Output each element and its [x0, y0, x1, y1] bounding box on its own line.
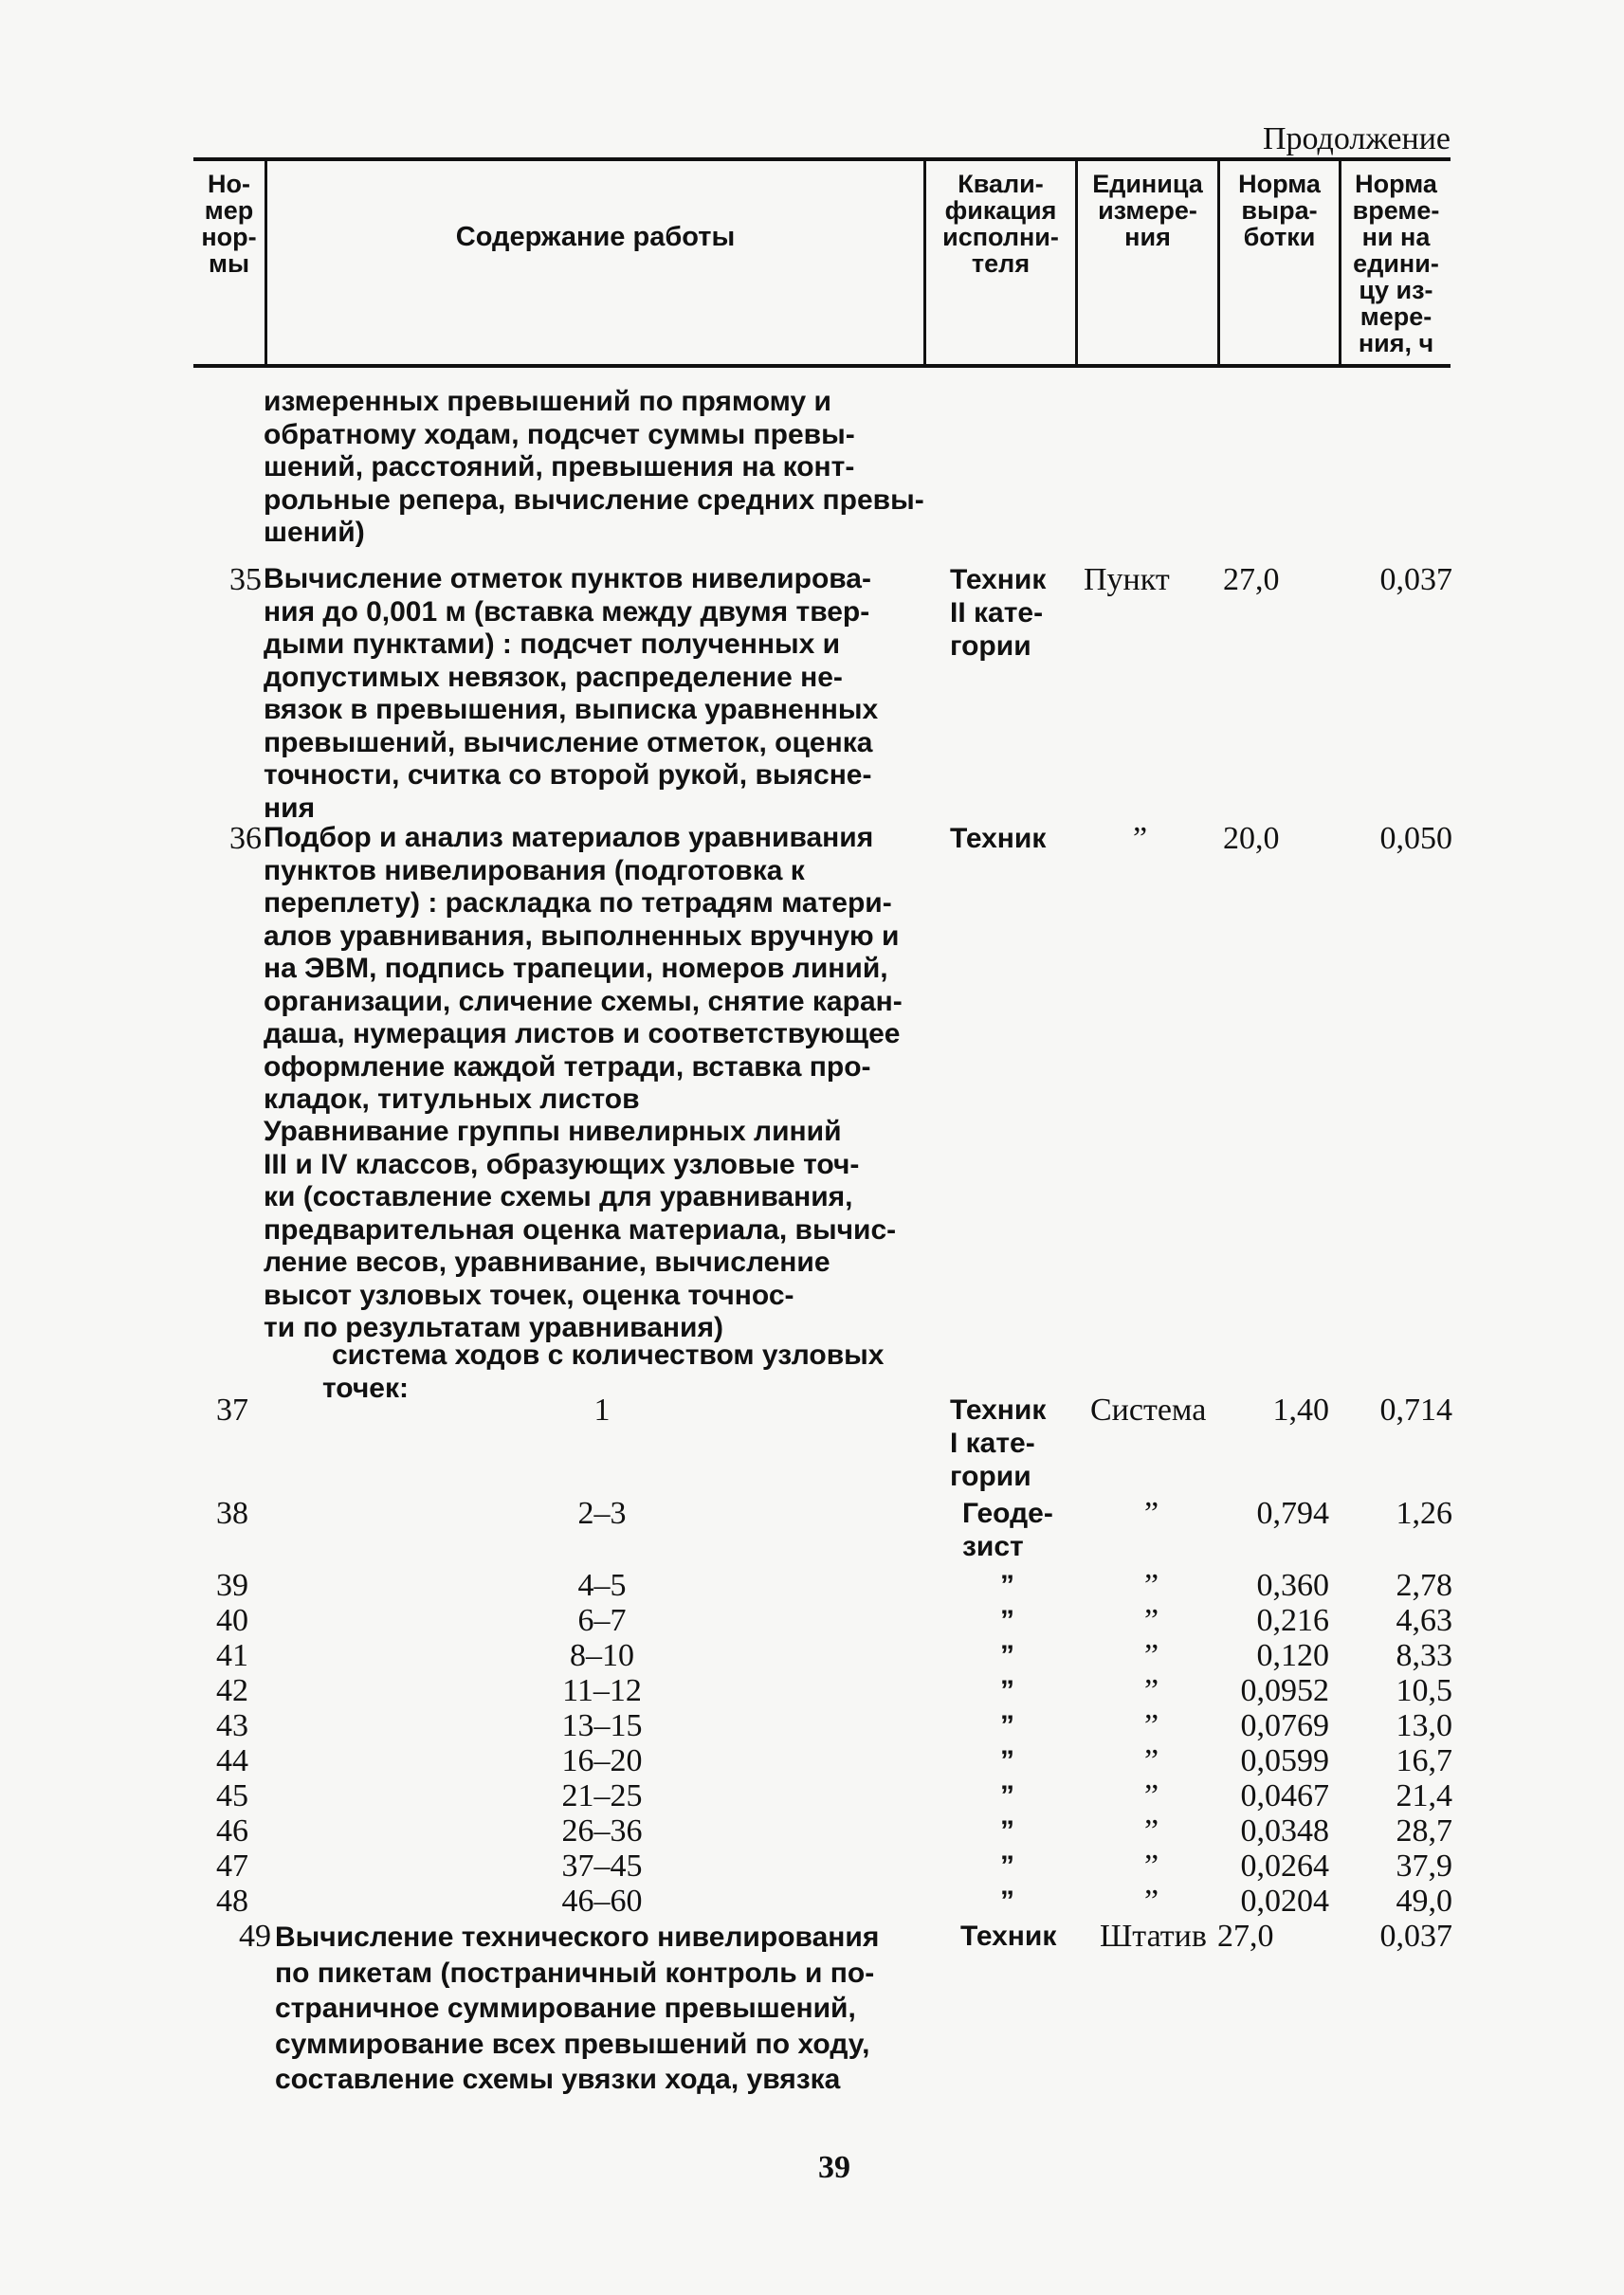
unit-cell: Пункт — [1084, 562, 1170, 597]
node-count: 16–20 — [561, 1743, 643, 1778]
node-count: 6–7 — [577, 1603, 627, 1638]
output-norm-cell: 0,0599 — [1240, 1743, 1329, 1778]
norm-number: 45 — [216, 1778, 248, 1813]
time-norm-cell: 0,037 — [1379, 562, 1452, 597]
header-work-content: Содержание работы — [265, 161, 923, 364]
work-description: Подбор и анализ материалов уравнивания пунктов нивелирования (подготовка к переплету) : раскладка по тетрадям матери- алов уравнивания, выполненных вручную и на ЭВМ, подпись трапеции, номеров линий, организации, сличение схемы, снятие каран- даша, нумерация листов и соответствующее оформление каждой тетради, вставка про- кладок, титульных листов — [264, 822, 903, 1115]
output-norm-cell: 0,216 — [1256, 1603, 1329, 1638]
node-count: 21–25 — [561, 1778, 643, 1813]
unit-cell: ” — [1144, 1813, 1159, 1849]
output-norm-cell: 0,0769 — [1240, 1708, 1329, 1743]
time-norm-cell: 13,0 — [1396, 1708, 1452, 1743]
time-norm-cell: 21,4 — [1396, 1778, 1452, 1813]
node-count: 1 — [593, 1393, 611, 1428]
qualification-cell: ” — [1000, 1850, 1014, 1882]
qualification-cell: Техник I кате- гории — [950, 1394, 1047, 1492]
norm-number: 42 — [216, 1673, 248, 1708]
time-norm-cell: 0,050 — [1379, 821, 1452, 856]
work-description: Вычисление отметок пунктов нивелирова- ния до 0,001 м (вставка между двумя твер- дыми пунктами) : подсчет полученных и допустимых невязок, распределение не- вязок в превышения, выписка уравненных превышений, вычисление отметок, оценка точности, считка со второй рукой, выясне- ния — [264, 563, 879, 824]
qualification-cell: Техник — [960, 1921, 1057, 1952]
time-norm-cell: 0,714 — [1379, 1393, 1452, 1428]
lead-line: точек: — [322, 1373, 409, 1404]
header-norm-number: Но- мер нор- мы — [201, 170, 257, 278]
output-norm-cell: 0,0348 — [1240, 1813, 1329, 1849]
norm-number: 41 — [216, 1638, 248, 1673]
unit-cell: ” — [1144, 1884, 1159, 1919]
qualification-cell: ” — [1000, 1745, 1014, 1776]
work-description: Вычисление технического нивелирования по пикетам (постраничный контроль и по- страничное суммирование превышений, суммирование всех превышений по ходу, составление схемы увязки хода, увязка — [275, 1922, 880, 2095]
norm-number: 44 — [216, 1743, 248, 1778]
unit-cell: ” — [1144, 1708, 1159, 1743]
unit-cell: Штатив — [1100, 1919, 1207, 1954]
node-count: 13–15 — [561, 1708, 643, 1743]
qualification-cell: Техник — [950, 823, 1047, 854]
norm-number: 46 — [216, 1813, 248, 1849]
output-norm-cell: 27,0 — [1223, 562, 1280, 597]
norm-number: 43 — [216, 1708, 248, 1743]
norm-number: 36 — [229, 821, 262, 856]
output-norm-cell: 0,0264 — [1240, 1849, 1329, 1884]
table-header — [193, 157, 1451, 368]
qualification-cell: ” — [1000, 1815, 1014, 1847]
time-norm-cell: 8,33 — [1396, 1638, 1452, 1673]
unit-cell: ” — [1144, 1673, 1159, 1708]
norm-number: 37 — [216, 1393, 248, 1428]
unit-cell: ” — [1144, 1743, 1159, 1778]
qualification-cell: Геоде- зист — [962, 1498, 1053, 1562]
node-count: 46–60 — [561, 1884, 643, 1919]
time-norm-cell: 49,0 — [1396, 1884, 1452, 1919]
output-norm-cell: 0,0952 — [1240, 1673, 1329, 1708]
norm-number: 38 — [216, 1496, 248, 1531]
time-norm-cell: 1,26 — [1396, 1496, 1452, 1531]
lead-line: система ходов с количеством узловых — [332, 1339, 885, 1371]
unit-cell: ” — [1133, 821, 1148, 856]
time-norm-cell: 28,7 — [1396, 1813, 1452, 1849]
page-number: 39 — [818, 2150, 850, 2185]
output-norm-cell: 0,120 — [1256, 1638, 1329, 1673]
node-count: 2–3 — [577, 1496, 627, 1531]
qualification-cell: ” — [1000, 1780, 1014, 1812]
output-norm-cell: 20,0 — [1223, 821, 1280, 856]
norm-number: 40 — [216, 1603, 248, 1638]
header-qualification: Квали- фикация исполни- теля — [923, 161, 1075, 364]
unit-cell: ” — [1144, 1778, 1159, 1813]
output-norm-cell: 0,360 — [1256, 1568, 1329, 1603]
qualification-cell: ” — [1000, 1675, 1014, 1706]
unit-cell: ” — [1144, 1568, 1159, 1603]
header-output-norm: Норма выра- ботки — [1217, 161, 1339, 364]
unit-cell: ” — [1144, 1638, 1159, 1673]
time-norm-cell: 10,5 — [1396, 1673, 1452, 1708]
output-norm-cell: 0,0204 — [1240, 1884, 1329, 1919]
work-description: измеренных превышений по прямому и обратному ходам, подсчет суммы превы- шений, расстояний, превышения на конт- рольные репера, вычисление средних превы- шений) — [264, 386, 924, 548]
norm-number: 49 — [239, 1919, 271, 1954]
qualification-cell: Техник II кате- гории — [950, 564, 1047, 662]
norm-number: 48 — [216, 1884, 248, 1919]
unit-cell: ” — [1144, 1603, 1159, 1638]
qualification-cell: ” — [1000, 1570, 1014, 1601]
time-norm-cell: 4,63 — [1396, 1603, 1452, 1638]
continuation-label: Продолжение — [1262, 121, 1451, 156]
qualification-cell: ” — [1000, 1885, 1014, 1917]
time-norm-cell: 2,78 — [1396, 1568, 1452, 1603]
work-description: Уравнивание группы нивелирных линий III и IV классов, образующих узловые точ- ки (составление схемы для уравнивания, предварительная оценка материала, вычис- ление весов, уравнивание, вычисление высот узловых точек, оценка точнос- ти по результатам уравнивания) — [264, 1116, 897, 1343]
qualification-cell: ” — [1000, 1605, 1014, 1636]
output-norm-cell: 1,40 — [1272, 1393, 1329, 1428]
time-norm-cell: 0,037 — [1379, 1919, 1452, 1954]
node-count: 8–10 — [570, 1638, 634, 1673]
header-unit: Единица измере- ния — [1075, 161, 1217, 364]
output-norm-cell: 0,794 — [1256, 1496, 1329, 1531]
node-count: 11–12 — [562, 1673, 642, 1708]
unit-cell: ” — [1144, 1849, 1159, 1884]
time-norm-cell: 37,9 — [1396, 1849, 1452, 1884]
time-norm-cell: 16,7 — [1396, 1743, 1452, 1778]
unit-cell: ” — [1144, 1496, 1159, 1531]
header-time-norm: Норма време- ни на едини- цу из- мере- ния, ч — [1339, 161, 1451, 364]
node-count: 37–45 — [561, 1849, 643, 1884]
output-norm-cell: 0,0467 — [1240, 1778, 1329, 1813]
norm-number: 39 — [216, 1568, 248, 1603]
norm-number: 35 — [229, 562, 262, 597]
node-count: 26–36 — [561, 1813, 643, 1849]
qualification-cell: ” — [1000, 1640, 1014, 1671]
output-norm-cell: 27,0 — [1217, 1919, 1274, 1954]
qualification-cell: ” — [1000, 1710, 1014, 1741]
node-count: 4–5 — [577, 1568, 627, 1603]
norm-number: 47 — [216, 1849, 248, 1884]
unit-cell: Система — [1090, 1393, 1207, 1428]
